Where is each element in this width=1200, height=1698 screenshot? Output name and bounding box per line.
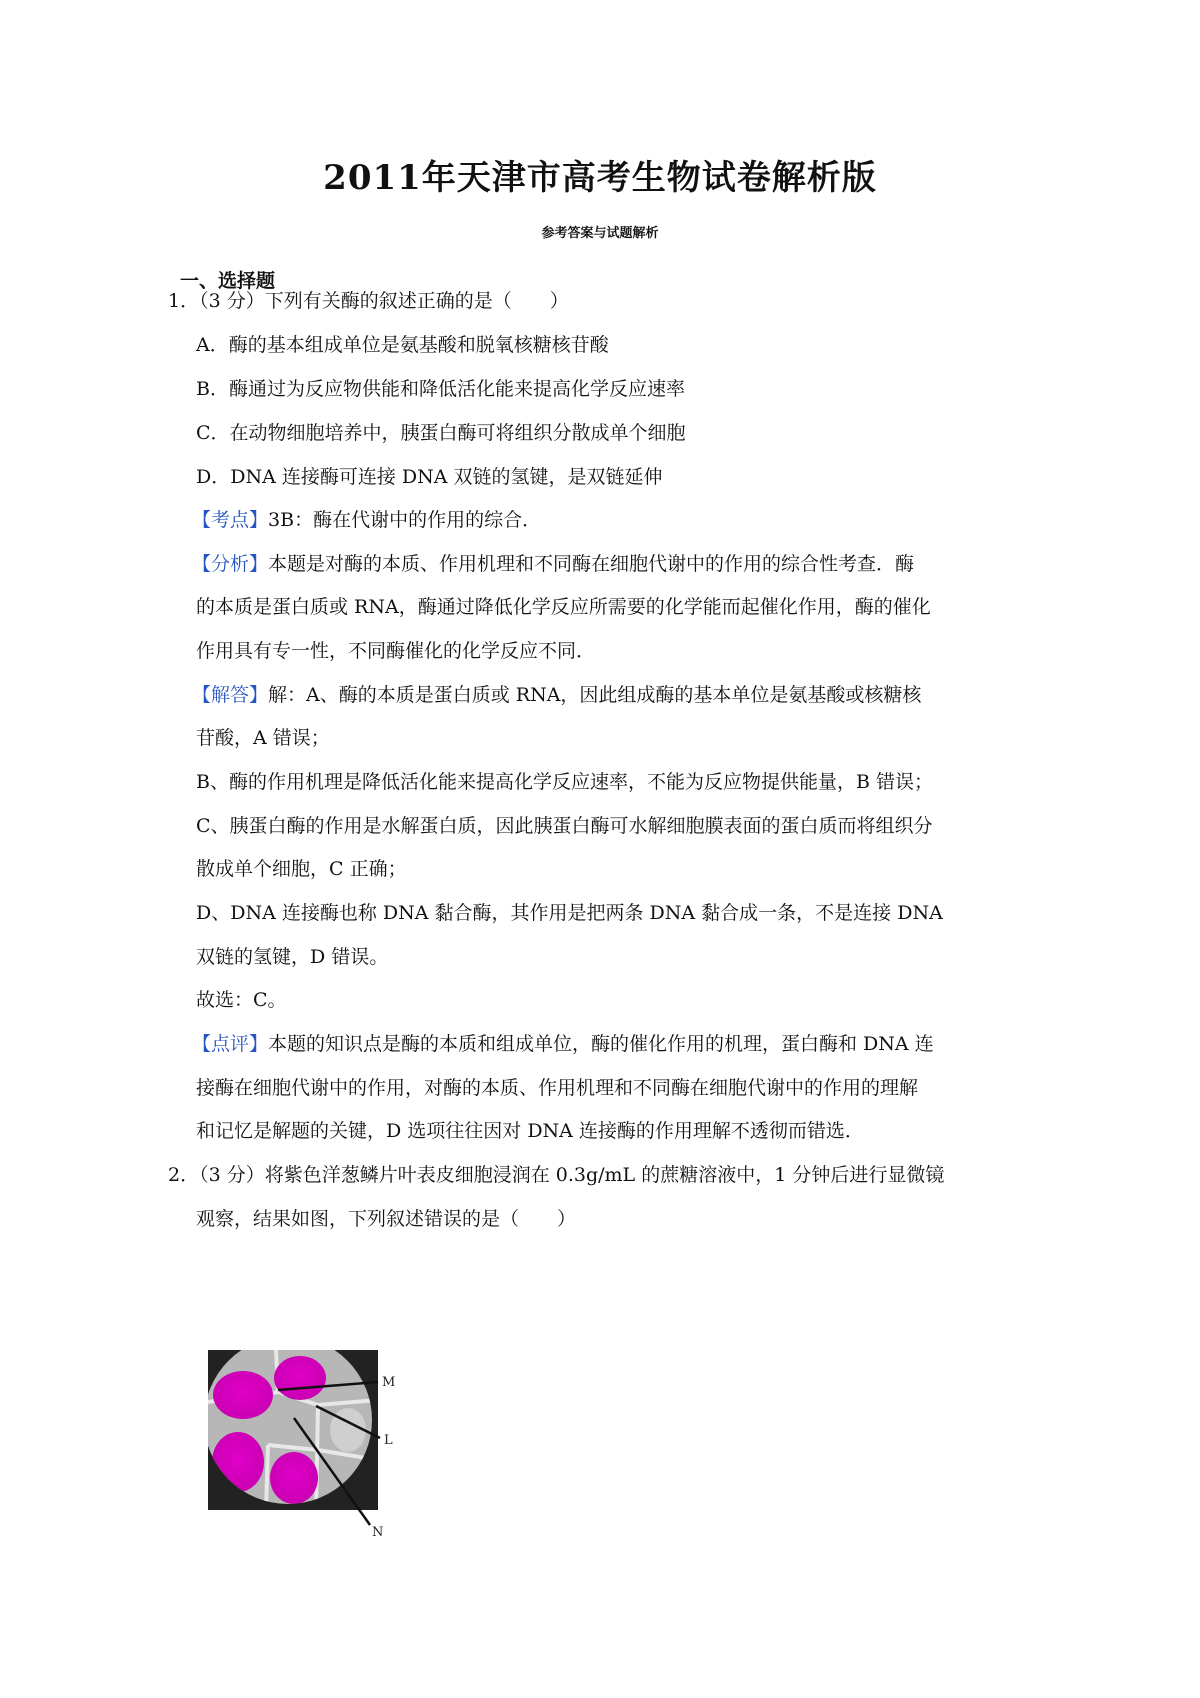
q1-option-a: A．酶的基本组成单位是氨基酸和脱氧核糖核苷酸: [196, 334, 609, 356]
dianping-text-3: 和记忆是解题的关键，D 选项往往因对 DNA 连接酶的作用理解不透彻而错选．: [196, 1120, 864, 1142]
kaodian-text: 3B：酶在代谢中的作用的综合．: [268, 509, 542, 531]
section-heading: 一、选择题: [180, 270, 276, 292]
jieda-text-4: C、胰蛋白酶的作用是水解蛋白质，因此胰蛋白酶可水解细胞膜表面的蛋白质而将组织分: [196, 815, 933, 837]
kaodian-tag: 【考点】: [192, 509, 269, 531]
q1-fenxi: [192, 555, 914, 574]
jieda-text-6: D、DNA 连接酶也称 DNA 黏合酶，其作用是把两条 DNA 黏合成一条，不是连接 DNA: [196, 902, 943, 924]
q1-option-c: C．在动物细胞培养中，胰蛋白酶可将组织分散成单个细胞: [196, 422, 686, 444]
dianping-text-2: 接酶在细胞代谢中的作用，对酶的本质、作用机理和不同酶在细胞代谢中的作用的理解: [196, 1077, 919, 1099]
fenxi-text-2: 的本质是蛋白质或 RNA，酶通过降低化学反应所需要的化学能而起催化作用，酶的催化: [196, 596, 931, 618]
q1-jieda: [192, 686, 921, 705]
q1-stem: 1．（3 分）下列有关酶的叙述正确的是（ ）: [168, 290, 569, 312]
q1-option-d: D．DNA 连接酶可连接 DNA 双链的氢键，是双链延伸: [196, 466, 663, 488]
q2-stem-1: 2．（3 分）将紫色洋葱鳞片叶表皮细胞浸润在 0.3g/mL 的蔗糖溶液中，1 分钟后进行显微镜: [168, 1164, 945, 1186]
q1-dianping: [192, 1035, 934, 1054]
protoplast-4: [270, 1452, 318, 1504]
fenxi-text-3: 作用具有专一性，不同酶催化的化学反应不同．: [196, 640, 596, 662]
jieda-text-1: 解：A、酶的本质是蛋白质或 RNA，因此组成酶的基本单位是氨基酸或核糖核: [268, 684, 922, 706]
label-n: N: [372, 1525, 384, 1540]
jieda-text-3: B、酶的作用机理是降低活化能来提高化学反应速率，不能为反应物提供能量，B 错误；: [196, 771, 933, 793]
jieda-tag: 【解答】: [192, 684, 269, 706]
dianping-tag: 【点评】: [192, 1033, 269, 1055]
protoplast-1: [213, 1371, 273, 1419]
jieda-text-2: 苷酸，A 错误；: [196, 727, 330, 749]
jieda-text-5: 散成单个细胞，C 正确；: [196, 858, 407, 880]
jieda-text-8: 故选：C。: [196, 989, 287, 1011]
q1-option-b: B．酶通过为反应物供能和降低活化能来提高化学反应速率: [196, 378, 685, 400]
fenxi-tag: 【分析】: [192, 553, 269, 575]
page-title: 2011年天津市高考生物试卷解析版: [323, 158, 877, 198]
fenxi-text-1: 本题是对酶的本质、作用机理和不同酶在细胞代谢中的作用的综合性考查．酶: [268, 553, 915, 575]
q2-stem-2: 观察，结果如图，下列叙述错误的是（ ）: [196, 1208, 577, 1230]
dianping-text-1: 本题的知识点是酶的本质和组成单位，酶的催化作用的机理，蛋白酶和 DNA 连: [268, 1033, 934, 1055]
label-l: L: [384, 1433, 393, 1448]
label-m: M: [382, 1375, 396, 1390]
page-subtitle: 参考答案与试题解析: [541, 226, 659, 241]
protoplast-2: [274, 1356, 326, 1400]
microscope-figure: [208, 1350, 428, 1570]
jieda-text-7: 双链的氢键，D 错误。: [196, 946, 389, 968]
q1-kaodian: [192, 511, 541, 530]
